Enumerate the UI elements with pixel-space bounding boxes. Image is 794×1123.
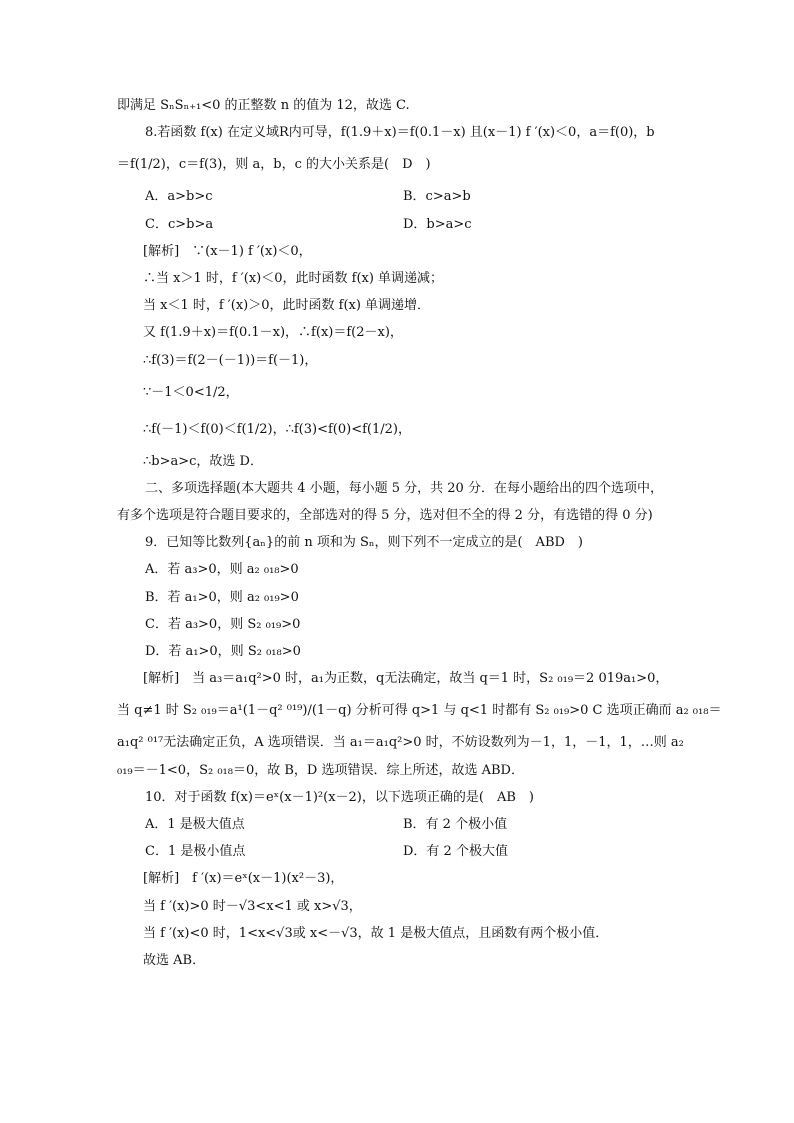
option-c: C．若 a₃>0，则 S₂ ₀₁₉>0 [145, 616, 301, 632]
option-d: D．若 a₁>0，则 S₂ ₀₁₈>0 [145, 644, 301, 659]
text-line: 即满足 SₙSₙ₊₁<0 的正整数 n 的值为 12，故选 C. [117, 98, 410, 113]
analysis-line: 故选 AB． [143, 952, 206, 968]
analysis-line: a₁q² ⁰¹⁷无法确定正负，A 选项错误．当 a₁＝a₁q²>0 时，不妨设数列为－1，1，－1，1，…则 a₂ [117, 735, 684, 751]
option-c: C．c>b>a [145, 216, 214, 232]
question-10-stem: 10．对于函数 f(x)＝eˣ(x－1)²(x－2)，以下选项正确的是( AB ) [145, 789, 534, 805]
analysis-line: ∴当 x＞1 时，f ′(x)＜0，此时函数 f(x) 单调递减； [143, 270, 444, 286]
option-c: C．1 是极小值点 [145, 844, 246, 860]
analysis-line: 当 q≠1 时 S₂ ₀₁₉＝a¹(1－q² ⁰¹⁹)/(1－q) 分析可得 q>1 与 q<1 时都有 S₂ ₀₁₉>0 C 选项正确而 a₂ ₀₁₈＝ [117, 703, 722, 719]
analysis-line: 当 f ′(x)<0 时，1<x<√3或 x<－√3，故 1 是极大值点，且函数有两个极小值． [143, 925, 609, 941]
section-heading-cont: 有多个选项是符合题目要求的，全部选对的得 5 分，选对但不全的得 2 分，有选错的得 0 分) [117, 508, 653, 524]
document-page [117, 92, 722, 974]
options-row [117, 183, 677, 210]
option-b: B．有 2 个极小值 [403, 816, 508, 832]
options-row [117, 211, 677, 238]
analysis-line: ₀₁₉＝－1<0，S₂ ₀₁₈＝0，故 B，D 选项错误．综上所述，故选 ABD． [117, 762, 524, 778]
analysis-line: 当 x＜1 时，f ′(x)＞0，此时函数 f(x) 单调递增． [143, 298, 431, 314]
question-9-stem: 9．已知等比数列{aₙ}的前 n 项和为 Sₙ，则下列不一定成立的是( ABD ) [145, 535, 583, 551]
option-b: B．若 a₁>0，则 a₂ ₀₁₉>0 [145, 589, 299, 605]
analysis-line: [解析] 当 a₃＝a₁q²>0 时，a₁为正数，q无法确定，故当 q＝1 时，S₂ ₀₁₉＝2 019a₁>0， [143, 671, 669, 687]
analysis-line: [解析] ∵(x－1) f ′(x)＜0， [143, 243, 312, 259]
analysis-line: 当 f ′(x)>0 时－√3<x<1 或 x>√3， [143, 898, 362, 914]
analysis-line: ∵－1＜0<1/2， [143, 384, 239, 400]
option-a: A．若 a₃>0，则 a₂ ₀₁₈>0 [145, 562, 299, 578]
analysis-line: ∴b>a>c，故选 D． [143, 453, 263, 469]
question-8-stem: 8.若函数 f(x) 在定义域R内可导，f(1.9＋x)＝f(0.1－x) 且(x－1) f ′(x)＜0，a＝f(0)，b [145, 125, 655, 141]
option-a: A．1 是极大值点 [145, 816, 245, 832]
question-8-stem-cont: ＝f(1/2)，c＝f(3)，则 a，b，c 的大小关系是( D ) [117, 157, 431, 173]
section-heading: 二、多项选择题(本大题共 4 小题，每小题 5 分，共 20 分．在每小题给出的四个选项中， [145, 480, 663, 496]
options-row [117, 811, 677, 838]
option-d: D．有 2 个极大值 [403, 844, 508, 860]
analysis-line: ∴f(3)＝f(2－(－1))＝f(－1)， [143, 352, 318, 368]
option-b: B．c>a>b [403, 189, 471, 205]
analysis-line: ∴f(－1)＜f(0)＜f(1/2)，∴f(3)<f(0)<f(1/2)， [143, 421, 411, 437]
analysis-line: 又 f(1.9＋x)＝f(0.1－x)，∴f(x)＝f(2－x)， [143, 325, 403, 341]
analysis-line: [解析] f ′(x)＝eˣ(x－1)(x²－3)， [143, 871, 344, 887]
option-a: A．a>b>c [145, 189, 213, 205]
option-d: D．b>a>c [403, 216, 472, 232]
options-row [117, 838, 677, 865]
